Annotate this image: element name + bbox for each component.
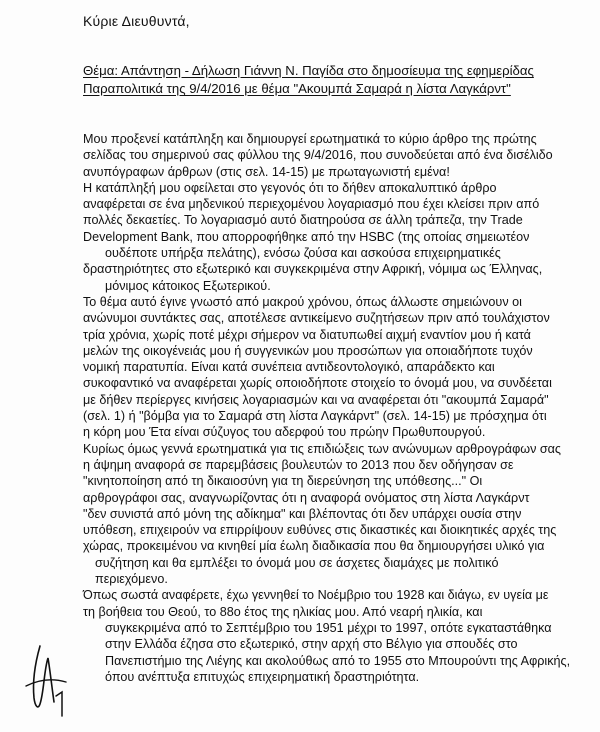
body-line: με δήθεν περίεργες κινήσεις λογαριασμών και να αναφέρεται ότι "ακουμπά Σαμαρά" — [83, 392, 549, 407]
body-line: Το θέμα αυτό έγινε γνωστό από μακρού χρόνου, όπως άλλωστε σημειώνουν οι — [83, 294, 522, 309]
letter-body — [83, 131, 583, 685]
body-line: "κινητοποίηση από τη δικαιοσύνη για τη διερεύνηση της υπόθεσης..." Οι — [83, 474, 483, 489]
body-line: Η κατάπληξή μου οφείλεται στο γεγονός ότι το δήθεν αποκαλυπτικό άρθρο — [83, 180, 497, 195]
body-line: ουδέποτε υπήρξα πελάτης), ενόσω ζούσα και ασκούσα επιχειρηματικές — [105, 246, 501, 261]
body-line: τρία χρόνια, χωρίς ποτέ μέχρι σήμερον να διατυπωθεί αιχμή εναντίον μου ή κατά — [83, 327, 531, 342]
body-line: Όπως σωστά αναφέρετε, έχω γεννηθεί το Νοέμβριο του 1928 και διάγω, εν υγεία με — [83, 588, 549, 603]
body-line: όπου ανέπτυξα επιτυχώς επιχειρηματική δραστηριότητα. — [105, 669, 420, 684]
body-line: περιεχόμενο. — [95, 572, 168, 587]
body-line: αρθρογράφοι σας, αναγνωρίζοντας ότι η αναφορά ονόματος στη λίστα Λαγκάρντ — [83, 490, 530, 505]
body-line: συγκεκριμένα από το Σεπτέμβριο του 1951 μέχρι το 1997, οπότε εγκαταστάθηκα — [105, 620, 552, 635]
body-line: δραστηριότητες στο εξωτερικό και συγκεκριμένα στην Αφρική, νόμιμα ως Έλληνας, — [83, 262, 543, 277]
subject-line: Παραπολιτικά της 9/4/2016 με θέμα "Ακουμπά Σαμαρά η λίστα Λαγκάρντ" — [83, 81, 511, 96]
body-line: Μου προξενεί κατάπληξη και δημιουργεί ερωτηματικά το κύριο άρθρο της πρώτης — [83, 132, 537, 146]
salutation: Κύριε Διευθυντά, — [83, 13, 190, 29]
body-line: (σελ. 1) ή "βόμβα για το Σαμαρά στη λίστα Λαγκάρντ" (σελ. 14-15) με πρόσχημα ότι — [83, 409, 547, 424]
body-line: αναφέρεται σε ένα μηδενικού περιεχομένου λογαριασμό που έχει κλείσει πριν από — [83, 197, 540, 212]
subject-heading — [83, 62, 563, 98]
body-line: συκοφαντικό να αναφέρεται χωρίς οποιοδήποτε στοιχείο το όνομά μου, να συνδέεται — [83, 376, 552, 391]
body-line: τη βοήθεια του Θεού, το 88ο έτος της ηλικίας μου. Από νεαρή ηλικία, και — [83, 604, 483, 619]
body-line: συζήτηση και θα εμπλέξει το όνομά μου σε άσχετες διαμάχες με πολιτικό — [95, 555, 499, 570]
body-line: ανυπόγραφων άρθρων (στις σελ. 14-15) με πρωταγωνιστή εμένα! — [83, 164, 450, 179]
body-line: η κόρη μου Έτα είναι σύζυγος του αδερφού του πρώην Πρωθυπουργού. — [83, 425, 486, 440]
body-line: η άψημη αναφορά σε παρεμβάσεις βουλευτών το 2013 που δεν οδήγησαν σε — [83, 457, 514, 472]
body-line: χώρας, προκειμένου να κινηθεί μία έωλη διαδικασία που θα δημιουργήσει υλικό για — [83, 539, 545, 554]
body-line: μόνιμος κάτοικος Εξωτερικού. — [105, 278, 271, 293]
subject-line: Θέμα: Απάντηση - Δήλωση Γιάννη Ν. Παγίδα στο δημοσίευμα της εφημερίδας — [83, 63, 534, 78]
body-line: στην Ελλάδα έζησα στο εξωτερικό, στην αρχή στο Βέλγιο για σπουδές στο — [105, 637, 518, 652]
body-line: "δεν συνιστά από μόνη της αδίκημα" και βλέποντας ότι δεν υπάρχει ουσία στην — [83, 506, 522, 521]
body-line: σελίδας του σημερινού σας φύλλου της 9/4/2016, που συνοδεύεται από ένα δισέλιδο — [83, 148, 553, 163]
body-line: νομική παρατυπία. Είναι κατά συνέπεια αντιδεοντολογικό, απαράδεκτο και — [83, 360, 495, 375]
body-line: Κυρίως όμως γεννά ερωτηματικά για τις επιδιώξεις των ανώνυμων αρθρογράφων σας — [83, 441, 561, 456]
body-line: μελών της οικογένειάς μου ή συγγενικών μου προσώπων για οποιαδήποτε τυχόν — [83, 343, 533, 358]
handwritten-signature — [22, 640, 82, 720]
body-line: Πανεπιστήμιο της Λιέγης και ακολούθως από το 1955 στο Μπουρούντι της Αφρικής, — [105, 653, 571, 668]
body-line: Development Bank, που απορροφήθηκε από την HSBC (της οποίας σημειωτέον — [83, 229, 530, 244]
body-line: υπόθεση, επιχειρούν να επιρρίψουν ευθύνες στις δικαστικές και διοικητικές αρχές της — [83, 523, 557, 538]
body-line: πολλές δεκαετίες. Το λογαριασμό αυτό διατηρούσα σε άλλη τράπεζα, την Trade — [83, 213, 523, 228]
body-line: ανώνυμοι συντάκτες σας, αποτέλεσε αντικείμενο συζητήσεων πριν από τουλάχιστον — [83, 311, 550, 326]
